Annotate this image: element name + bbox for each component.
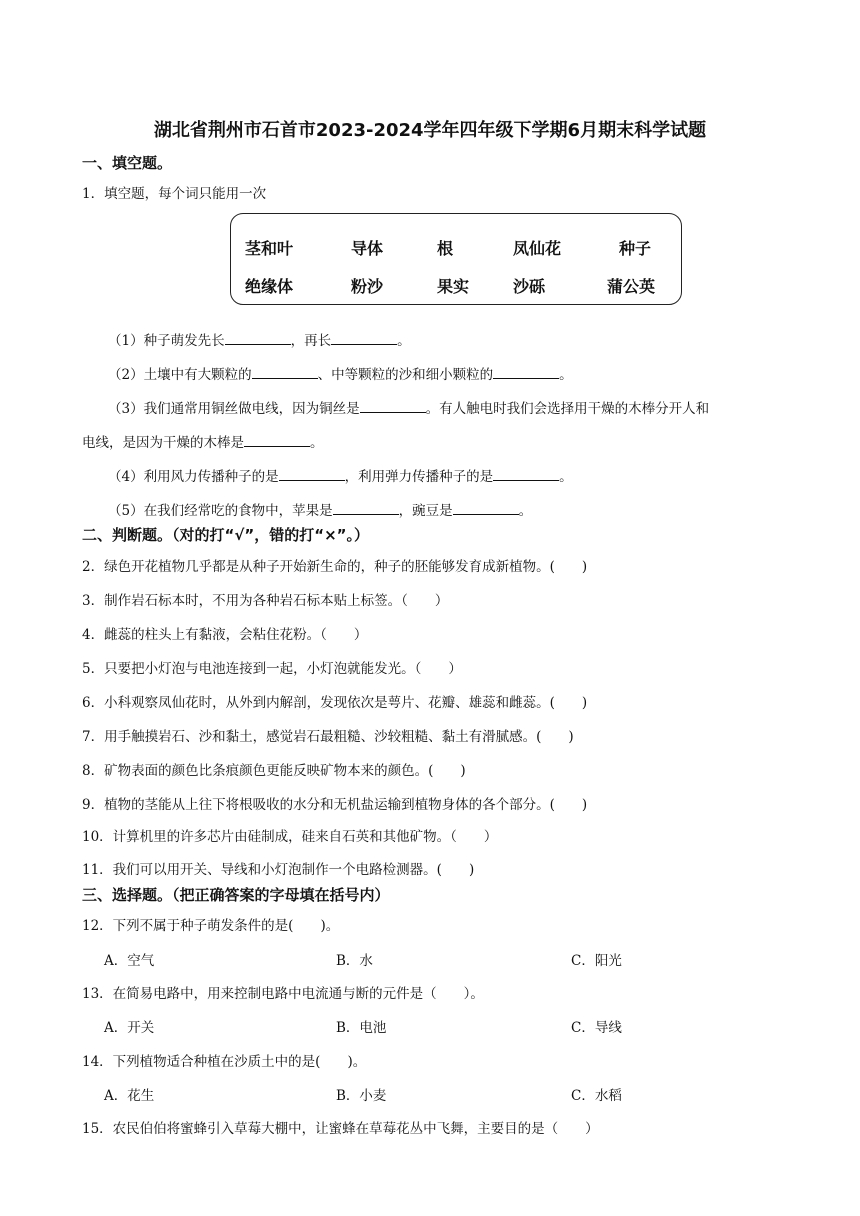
answer-blank[interactable]	[360, 400, 426, 413]
text: （4）利用风力传播种子的是	[108, 469, 279, 485]
text: （5）在我们经常吃的食物中，苹果是	[108, 503, 333, 519]
sub-question-5	[108, 499, 532, 519]
option-a[interactable]: A．花生	[104, 1088, 155, 1104]
word-bank-item: 绝缘体	[245, 277, 294, 296]
text: （3）我们通常用铜丝做电线，因为铜丝是	[108, 401, 360, 417]
word-bank-item: 导体	[351, 239, 384, 258]
question-1: 1．填空题，每个词只能用一次	[82, 186, 267, 202]
option-c[interactable]: C．水稻	[571, 1088, 622, 1104]
sub-question-3-continued	[82, 431, 324, 451]
option-b[interactable]: B．水	[336, 953, 373, 969]
text: ，利用弹力传播种子的是	[344, 469, 494, 485]
text: （1）种子萌发先长	[108, 333, 225, 349]
judge-question-10: 10．计算机里的许多芯片由硅制成，硅来自石英和其他矿物。（ ）	[82, 829, 498, 845]
section-2-heading: 二、判断题。（对的打“√”，错的打“×”。）	[82, 526, 370, 544]
judge-question-5: 5．只要把小灯泡与电池连接到一起，小灯泡就能发光。（ ）	[82, 661, 462, 677]
word-bank-item: 沙砾	[513, 277, 546, 296]
option-c[interactable]: C．阳光	[571, 953, 622, 969]
word-bank-item: 果实	[437, 277, 470, 296]
answer-blank[interactable]	[331, 332, 397, 345]
answer-blank[interactable]	[225, 332, 291, 345]
word-bank-item: 粉沙	[351, 277, 384, 296]
judge-question-9: 9．植物的茎能从上往下将根吸收的水分和无机盐运输到植物身体的各个部分。( )	[82, 797, 588, 813]
text: 电线，是因为干燥的木棒是	[82, 435, 244, 451]
text: 。	[518, 503, 533, 519]
sub-question-1	[108, 329, 411, 349]
text: 。	[559, 367, 573, 383]
answer-blank[interactable]	[493, 366, 559, 379]
option-b[interactable]: B．小麦	[336, 1088, 387, 1104]
option-c[interactable]: C．导线	[571, 1020, 622, 1036]
word-bank-item: 凤仙花	[513, 239, 562, 258]
answer-blank[interactable]	[453, 502, 519, 515]
answer-blank[interactable]	[493, 468, 559, 481]
choice-question-15: 15．农民伯伯将蜜蜂引入草莓大棚中，让蜜蜂在草莓花丛中飞舞，主要目的是（ ）	[82, 1121, 599, 1137]
word-bank-item: 根	[437, 239, 454, 258]
word-bank-item: 茎和叶	[245, 239, 294, 258]
choice-question-12: 12．下列不属于种子萌发条件的是( )。	[82, 918, 340, 934]
word-bank-box	[230, 213, 682, 305]
judge-question-3: 3．制作岩石标本时，不用为各种岩石标本贴上标签。（ ）	[82, 593, 449, 609]
text: 。有人触电时我们会选择用干燥的木棒分开人和	[425, 401, 710, 417]
option-a[interactable]: A．空气	[104, 953, 155, 969]
answer-blank[interactable]	[244, 434, 310, 447]
judge-question-8: 8．矿物表面的颜色比条痕颜色更能反映矿物本来的颜色。( )	[82, 763, 466, 779]
option-a[interactable]: A．开关	[104, 1020, 155, 1036]
sub-question-3	[108, 397, 709, 417]
answer-blank[interactable]	[279, 468, 345, 481]
option-b[interactable]: B．电池	[336, 1020, 387, 1036]
text: ，豌豆是	[398, 503, 453, 519]
text: 。	[397, 333, 411, 349]
sub-question-2	[108, 363, 573, 383]
text: ，再长	[290, 333, 332, 349]
section-3-heading: 三、选择题。（把正确答案的字母填在括号内）	[82, 886, 390, 904]
choice-question-13: 13．在简易电路中，用来控制电路中电流通与断的元件是（ ）。	[82, 986, 484, 1002]
page-title: 湖北省荆州市石首市2023-2024学年四年级下学期6月期末科学试题	[153, 120, 707, 141]
judge-question-4: 4．雌蕊的柱头上有黏液，会粘住花粉。（ ）	[82, 627, 368, 643]
text: 。	[559, 469, 573, 485]
answer-blank[interactable]	[333, 502, 399, 515]
judge-question-7: 7．用手触摸岩石、沙和黏土，感觉岩石最粗糙、沙较粗糙、黏土有滑腻感。( )	[82, 729, 574, 745]
judge-question-11: 11．我们可以用开关、导线和小灯泡制作一个电路检测器。( )	[82, 862, 475, 878]
judge-question-6: 6．小科观察凤仙花时，从外到内解剖，发现依次是萼片、花瓣、雄蕊和雌蕊。( )	[82, 695, 588, 711]
judge-question-2: 2．绿色开花植物几乎都是从种子开始新生命的，种子的胚能够发育成新植物。( )	[82, 559, 588, 575]
word-bank-item: 蒲公英	[607, 277, 656, 296]
text: 。	[310, 435, 324, 451]
answer-blank[interactable]	[252, 366, 318, 379]
word-bank-item: 种子	[619, 239, 652, 258]
text: 、中等颗粒的沙和细小颗粒的	[317, 367, 494, 383]
sub-question-4	[108, 465, 573, 485]
choice-question-14: 14．下列植物适合种植在沙质土中的是( )。	[82, 1054, 367, 1070]
text: （2）土壤中有大颗粒的	[108, 367, 252, 383]
section-1-heading: 一、填空题。	[82, 154, 173, 172]
